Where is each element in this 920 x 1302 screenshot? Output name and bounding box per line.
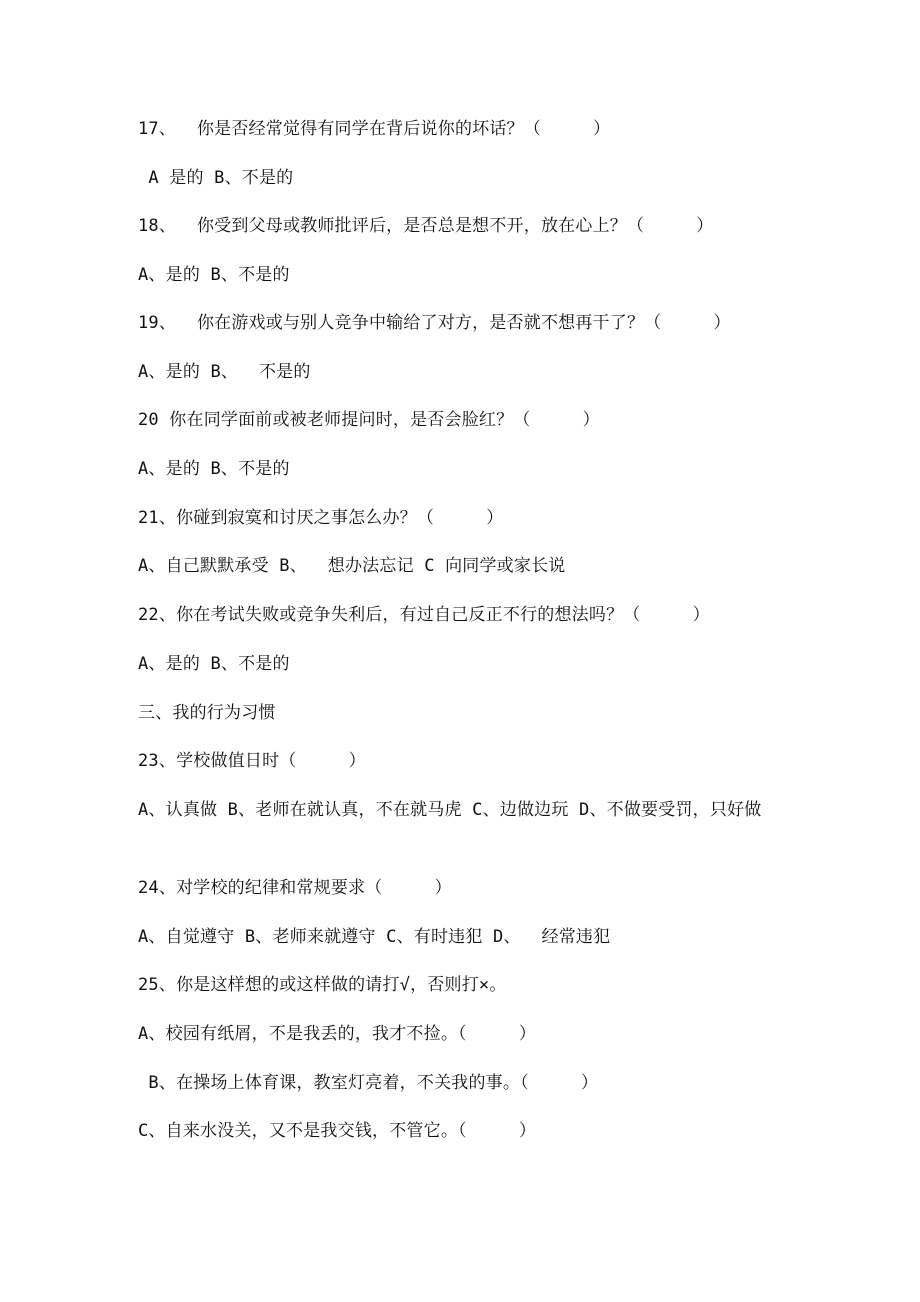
question-23: 23、学校做值日时（ ） [138, 751, 366, 771]
question-20-options: A、是的 B、不是的 [138, 459, 290, 479]
question-21-options: A、自己默默承受 B、 想办法忘记 C 向同学或家长说 [138, 556, 566, 576]
question-17-options: A 是的 B、不是的 [138, 168, 294, 188]
question-21: 21、你碰到寂寞和讨厌之事怎么办？（ ） [138, 508, 504, 528]
question-22-options: A、是的 B、不是的 [138, 654, 290, 674]
section-heading: 三、我的行为习惯 [138, 703, 276, 723]
question-17: 17、 你是否经常觉得有同学在背后说你的坏话？（ ） [138, 119, 611, 139]
question-25-item-c: C、自来水没关，又不是我交钱，不管它。（ ） [138, 1121, 537, 1141]
question-24: 24、对学校的纪律和常规要求（ ） [138, 878, 452, 898]
question-18-options: A、是的 B、不是的 [138, 265, 290, 285]
question-20: 20 你在同学面前或被老师提问时，是否会脸红？（ ） [138, 410, 600, 430]
question-18: 18、 你受到父母或教师批评后，是否总是想不开，放在心上？（ ） [138, 216, 714, 236]
question-22: 22、你在考试失败或竞争失利后，有过自己反正不行的想法吗？（ ） [138, 605, 710, 625]
question-24-options: A、自觉遵守 B、老师来就遵守 C、有时违犯 D、 经常违犯 [138, 927, 611, 947]
question-19-options: A、是的 B、 不是的 [138, 362, 311, 382]
question-25: 25、你是这样想的或这样做的请打√，否则打×。 [138, 975, 507, 995]
question-19: 19、 你在游戏或与别人竞争中输给了对方，是否就不想再干了？（ ） [138, 313, 731, 333]
question-25-item-b: B、在操场上体育课，教室灯亮着，不关我的事。（ ） [138, 1073, 599, 1093]
question-23-options: A、认真做 B、老师在就认真，不在就马虎 C、边做边玩 D、不做要受罚，只好做 [138, 800, 762, 820]
question-25-item-a: A、校园有纸屑，不是我丢的，我才不捡。（ ） [138, 1024, 537, 1044]
